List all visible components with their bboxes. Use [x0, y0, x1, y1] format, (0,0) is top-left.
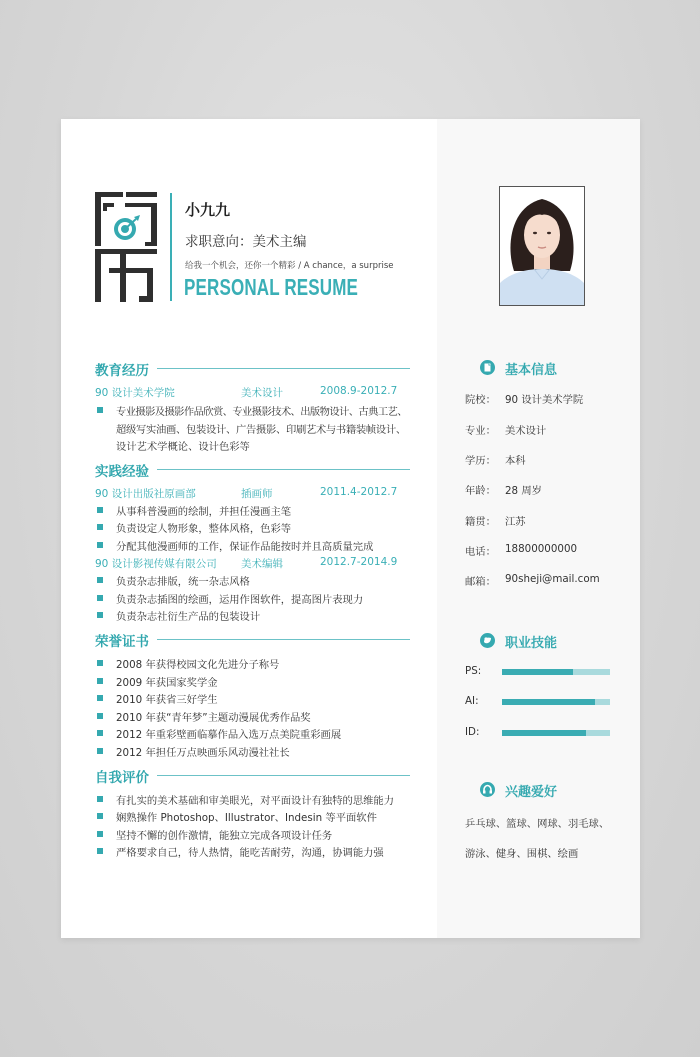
bullet-icon	[97, 507, 103, 513]
eval-item: 有扎实的美术基础和审美眼光，对平面设计有独特的思维能力	[116, 795, 395, 807]
info-label: 院校：	[465, 394, 496, 406]
bullet-icon	[97, 730, 103, 736]
bullet-text: 分配其他漫画师的工作，保证作品能按时并且高质量完成	[116, 541, 374, 553]
eval-item: 娴熟操作 Photoshop、Illustrator、Indesin 等平面软件	[116, 812, 377, 824]
honor-item: 2010 年获省三好学生	[116, 694, 218, 706]
bullet-text: 负责杂志插图的绘画，运用作图软件，提高图片表现力	[116, 594, 364, 606]
bullet-icon	[97, 678, 103, 684]
info-label: 籍贯：	[465, 516, 496, 528]
info-value-age: 28 周岁	[505, 485, 542, 497]
skill-bar-id	[502, 730, 610, 736]
section-title-education: 教育经历	[95, 363, 149, 379]
bullet-text-line: 设计艺术学概论、设计色彩等	[116, 441, 250, 453]
bullet-icon	[97, 796, 103, 802]
honor-item: 2008 年获得校园文化先进分子称号	[116, 659, 280, 671]
entry-period: 2008.9-2012.7	[320, 385, 398, 397]
info-value-degree: 本科	[505, 455, 526, 467]
bullet-text: 从事科普漫画的绘制，并担任漫画主笔	[116, 506, 292, 518]
bullet-icon	[97, 595, 103, 601]
header-divider	[170, 193, 172, 301]
entry-role: 插画师	[241, 488, 273, 500]
skill-label: PS:	[465, 665, 482, 677]
skill-bar-fill	[502, 699, 595, 705]
resume-logo	[95, 192, 157, 302]
info-label: 年龄：	[465, 485, 496, 497]
bullet-icon	[97, 577, 103, 583]
target-icon	[114, 215, 140, 240]
bullet-text-line: 专业摄影及摄影作品欣赏、专业摄影技术、出版物设计、古典工艺、	[116, 406, 407, 418]
entry-period: 2012.7-2014.9	[320, 556, 398, 568]
info-label: 电话：	[465, 546, 496, 558]
bullet-icon	[97, 748, 103, 754]
info-label: 学历：	[465, 455, 496, 467]
skill-bar-fill	[502, 669, 573, 675]
skill-bar-ai	[502, 699, 610, 705]
headphones-icon	[480, 782, 495, 797]
bullet-icon	[97, 813, 103, 819]
bullet-icon	[97, 848, 103, 854]
slogan: 给我一个机会，还你一个精彩 / A chance，a surprise	[185, 261, 394, 271]
info-label: 专业：	[465, 425, 496, 437]
section-divider	[157, 469, 410, 470]
info-value-major: 美术设计	[505, 425, 547, 437]
info-value-hometown: 江苏	[505, 516, 526, 528]
info-value-email: 90sheji@mail.com	[505, 573, 600, 585]
bullet-text: 负责杂志排版，统一杂志风格	[116, 576, 250, 588]
info-value-phone: 18800000000	[505, 543, 578, 555]
entry-org: 90 设计美术学院	[95, 387, 175, 399]
entry-org: 90 设计出版社原画部	[95, 488, 196, 500]
skill-bar-fill	[502, 730, 586, 736]
bullet-icon	[97, 542, 103, 548]
job-intent: 求职意向：美术主编	[185, 234, 307, 250]
entry-period: 2011.4-2012.7	[320, 486, 398, 498]
bullet-icon	[97, 660, 103, 666]
bullet-icon	[97, 407, 103, 413]
bullet-icon	[97, 524, 103, 530]
section-title-honors: 荣誉证书	[95, 634, 149, 650]
applicant-name: 小九九	[185, 201, 231, 219]
entry-role: 美术编辑	[241, 558, 283, 570]
section-title-practice: 实践经验	[95, 464, 149, 480]
section-title-self-eval: 自我评价	[95, 770, 149, 786]
section-divider	[157, 639, 410, 640]
bullet-text-line: 超级写实油画、包装设计、广告摄影、印刷艺术与书籍装帧设计、	[116, 424, 406, 436]
profile-photo	[499, 186, 585, 306]
portrait-image	[500, 187, 584, 305]
eval-item: 坚持不懈的创作激情，能独立完成各项设计任务	[116, 830, 333, 842]
skill-bar-ps	[502, 669, 610, 675]
bullet-text: 负责设定人物形象，整体风格，色彩等	[116, 523, 292, 535]
bullet-icon	[97, 831, 103, 837]
section-title-skills: 职业技能	[505, 636, 558, 651]
skill-label: ID:	[465, 726, 480, 738]
document-icon	[480, 360, 495, 375]
logo-glyph-icon	[95, 192, 157, 302]
title-en: PERSONAL RESUME	[184, 274, 359, 300]
honor-item: 2012 年重彩壁画临摹作品入选万点美院重彩画展	[116, 729, 342, 741]
entry-org: 90 设计影视传媒有限公司	[95, 558, 217, 570]
bullet-icon	[97, 695, 103, 701]
honor-item: 2009 年获国家奖学金	[116, 677, 218, 689]
eval-item: 严格要求自己，待人热情，能吃苦耐劳，沟通，协调能力强	[116, 847, 384, 859]
bullet-text: 负责杂志社衍生产品的包装设计	[116, 611, 261, 623]
entry-role: 美术设计	[241, 387, 283, 399]
section-divider	[157, 368, 410, 369]
hobbies-line: 游泳、健身、围棋、绘画	[465, 848, 579, 860]
section-title-basic-info: 基本信息	[505, 363, 558, 378]
info-label: 邮箱：	[465, 576, 496, 588]
hobbies-line: 乒乓球、篮球、网球、羽毛球、	[465, 818, 610, 830]
bullet-icon	[97, 612, 103, 618]
section-divider	[157, 775, 410, 776]
info-value-school: 90 设计美术学院	[505, 394, 584, 406]
leaf-icon	[480, 633, 495, 648]
section-title-hobbies: 兴趣爱好	[505, 785, 558, 800]
honor-item: 2010 年获“青年梦”主题动漫展优秀作品奖	[116, 712, 311, 724]
bullet-icon	[97, 713, 103, 719]
honor-item: 2012 年担任万点映画乐风动漫社社长	[116, 747, 290, 759]
skill-label: AI:	[465, 695, 479, 707]
